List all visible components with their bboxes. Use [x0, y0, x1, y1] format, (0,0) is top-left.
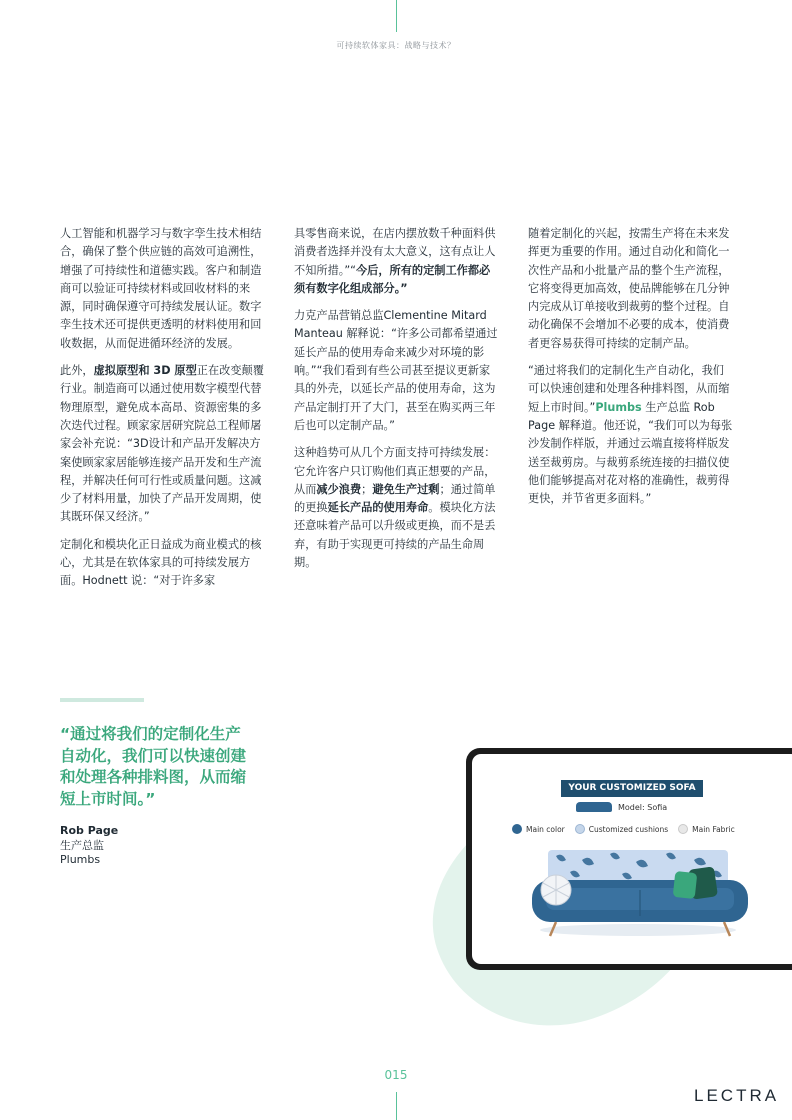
option-label: Main Fabric — [692, 824, 735, 834]
main-color-swatch-icon — [512, 824, 522, 834]
bold-text: 延长产品的使用寿命 — [327, 501, 429, 515]
text-column-3 — [528, 225, 734, 517]
text-column-1 — [60, 225, 266, 600]
bottom-divider-line — [396, 1092, 397, 1120]
sofa-config-title: YOUR CUSTOMIZED SOFA — [561, 780, 703, 797]
option-customized-cushions[interactable] — [575, 824, 668, 834]
option-main-color[interactable] — [512, 824, 565, 834]
paragraph — [60, 362, 266, 527]
paragraph — [294, 225, 500, 298]
text-run: 。模块化方法还意味着产品可以升级或更换，而不是丢弃，有助于实现更可持续的产品生命周期。 — [294, 501, 496, 570]
option-label: Customized cushions — [588, 824, 669, 834]
paragraph: 人工智能和机器学习与数字孪生技术相结合，确保了整个供应链的高效可追溯性，增强了可持续性和道德实践。客户和制造商可以验证可持续材料或回收材料的来源，同时确保遵守可持续发展认证。数字孪生技术还可提供更透明的材料使用和回收数据，从而促进循环经济的发展。 — [60, 227, 262, 350]
pull-quote: “通过将我们的定制化生产自动化，我们可以快速创建和处理各种排料图，从而缩短上市时间。” — [60, 725, 247, 808]
text-run: ；通过简单的更换 — [294, 482, 496, 515]
text-column-2 — [294, 225, 500, 581]
bold-text: 减少浪费 — [316, 482, 362, 496]
mini-sofa-icon — [576, 802, 612, 812]
paragraph: 定制化和模块化正日益成为商业模式的核心，尤其是在软体家具的可持续发展方面。Hodnett 说：“对于许多家 — [60, 537, 262, 588]
paragraph: 随着定制化的兴起，按需生产将在未来发挥更为重要的作用。通过自动化和简化一次性产品和小批量产品的整个生产流程，它将变得更加高效，使品牌能够在几分钟内完成从订单接收到裁剪的整个过程。自动化确保不会增加不必要的成本，使消费者更容易获得可持续的定制产品。 — [528, 227, 730, 350]
cushion-swatch-icon — [575, 824, 585, 834]
model-row — [576, 802, 667, 812]
company-highlight: Plumbs — [595, 400, 642, 414]
attribution-company: Plumbs — [60, 853, 101, 866]
paragraph — [294, 444, 500, 572]
text-run: 这种趋势可从几个方面支持可持续发展：它允许客户只订购他们真正想要的产品，从而 — [294, 446, 496, 496]
text-run: 具零售商来说，在店内摆放数千种面料供消费者选择并没有太大意义，这有点让人不知所措。”“ — [294, 227, 496, 277]
attribution-name: Rob Page — [60, 824, 119, 837]
paragraph — [528, 362, 734, 508]
attribution-role: 生产总监 — [60, 838, 104, 852]
pull-quote-bar — [60, 698, 144, 702]
sofa-illustration — [526, 850, 752, 958]
text-run: 正在改变颠覆行业。制造商可以通过使用数字模型代替物理原型，避免成本高昂、资源密集的多次迭代过程。顾家家居研究院总工程师屠家会补充说：“3D设计和产品开发解决方案使顾家家居能够连接产品开发和生产流程，并解决任何可行性或质量问题。这减少了材料用量，加快了产品开发周期，使其既环保又经济。” — [60, 364, 264, 524]
bold-text: 今后，所有的定制工作都必须有数字化组成部分。” — [294, 263, 491, 295]
text-run: 生产总监 Rob Page 解释道。他还说，“我们可以为每张沙发制作样版，并通过云端直接将样版发送至裁剪房。与裁剪系统连接的扫描仪使他们能够提高对花对格的准确性，裁剪得更快，并节省更多面料。” — [528, 400, 733, 506]
text-run: “通过将我们的定制化生产自动化，我们可以快速创建和处理各种排料图，从而缩短上市时间。” — [528, 364, 730, 414]
text-run: ； — [361, 482, 373, 496]
paragraph: 力克产品营销总监Clementine Mitard Manteau 解释说：“许多公司都希望通过延长产品的使用寿命来减少对环境的影响。”“我们看到有些公司甚至提议更新家具的外壳，以延长产品的使用寿命，这为产品定制打开了大门，甚至在购买两三年后也可以定制产品。” — [294, 309, 498, 432]
bold-text: 避免生产过剩 — [372, 482, 440, 496]
page-number: 015 — [384, 1068, 408, 1082]
model-label: Model: Sofia — [618, 802, 668, 812]
option-legend — [512, 824, 735, 834]
top-divider-line — [396, 0, 397, 32]
running-head: 可持续软体家具：战略与技术？ — [336, 41, 456, 50]
fabric-swatch-icon — [678, 824, 688, 834]
lectra-logo: LECTRA — [694, 1086, 780, 1105]
tablet-illustration — [466, 748, 792, 970]
quote-attribution — [60, 824, 118, 868]
bold-text: 虚拟原型和 3D 原型 — [93, 364, 197, 378]
option-main-fabric[interactable] — [678, 824, 735, 834]
option-label: Main color — [526, 824, 565, 834]
text-run: 此外， — [60, 364, 94, 378]
tablet-screen — [472, 754, 792, 964]
